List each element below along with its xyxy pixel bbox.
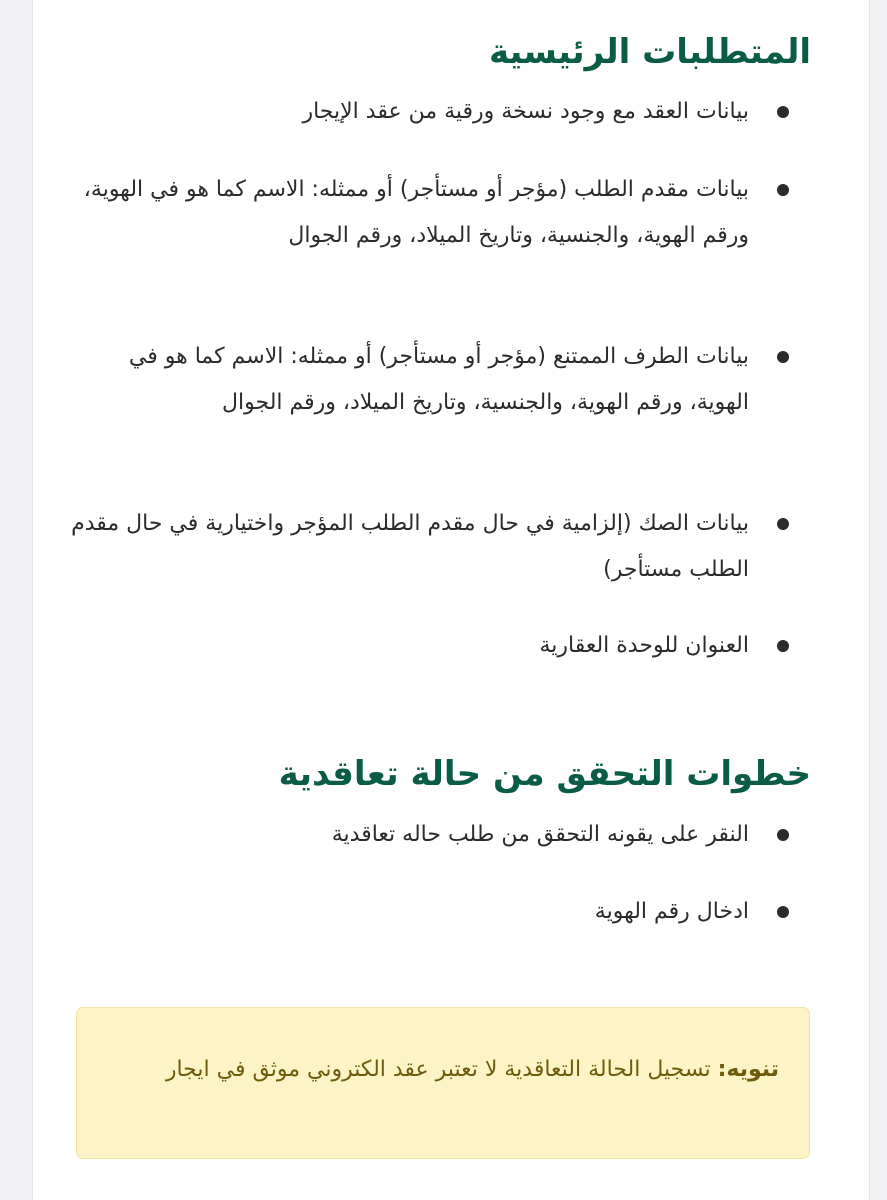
list-item	[69, 812, 749, 858]
bullet-icon	[777, 106, 789, 118]
list-item	[69, 623, 749, 669]
bullet-icon	[777, 640, 789, 652]
notice-text	[129, 1046, 779, 1093]
requirements-heading: المتطلبات الرئيسية	[488, 32, 811, 72]
bullet-icon	[777, 829, 789, 841]
list-item-text: بيانات العقد مع وجود نسخة ورقية من عقد الإيجار	[302, 99, 749, 124]
list-item	[69, 889, 749, 935]
list-item-text: العنوان للوحدة العقارية	[539, 633, 749, 658]
list-item-text: بيانات الصك (إلزامية في حال مقدم الطلب المؤجر واختيارية في حال مقدم الطلب مستأجر)	[71, 511, 749, 582]
steps-heading: خطوات التحقق من حالة تعاقدية	[278, 754, 811, 794]
notice-label: تنويه:	[717, 1057, 779, 1082]
list-item-text: بيانات مقدم الطلب (مؤجر أو مستأجر) أو ممثله: الاسم كما هو في الهوية، ورقم الهوية، والجنسية، وتاريخ الميلاد، ورقم الجوال	[83, 177, 749, 248]
content-page	[32, 0, 870, 1200]
list-item	[69, 501, 749, 593]
list-item	[69, 89, 749, 135]
list-item-text: بيانات الطرف الممتنع (مؤجر أو مستأجر) أو ممثله: الاسم كما هو في الهوية، ورقم الهوية، والجنسية، وتاريخ الميلاد، ورقم الجوال	[128, 344, 749, 415]
notice-box	[76, 1007, 810, 1159]
bullet-icon	[777, 184, 789, 196]
list-item	[69, 167, 749, 259]
bullet-icon	[777, 518, 789, 530]
list-item-text: ادخال رقم الهوية	[594, 899, 749, 924]
bullet-icon	[777, 351, 789, 363]
list-item-text: النقر على يقونه التحقق من طلب حاله تعاقدية	[331, 822, 749, 847]
notice-body: تسجيل الحالة التعاقدية لا تعتبر عقد الكتروني موثق في ايجار	[165, 1057, 718, 1082]
list-item	[69, 334, 749, 426]
bullet-icon	[777, 906, 789, 918]
